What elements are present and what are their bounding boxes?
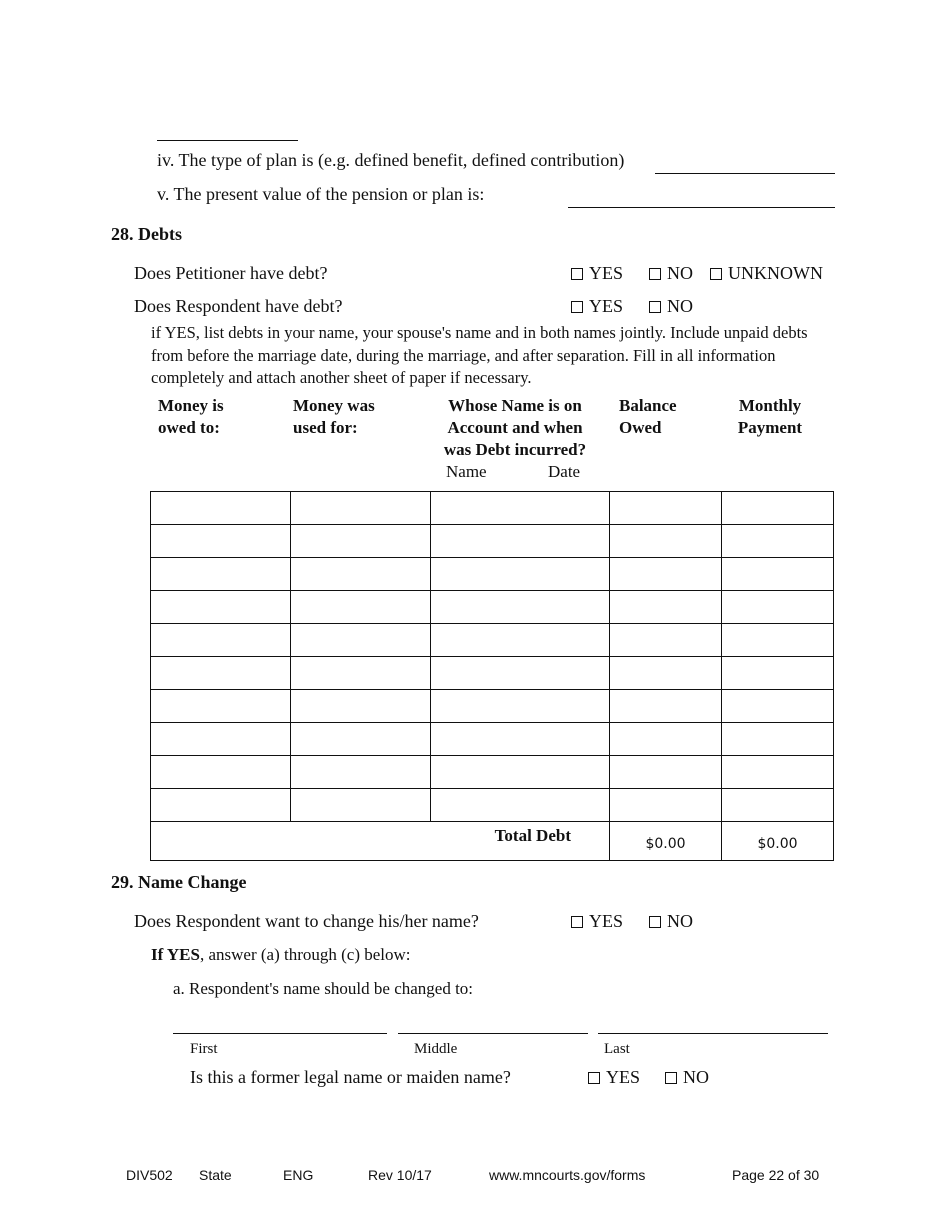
cell-used-for[interactable]: [291, 591, 431, 624]
respondent-debt-yes[interactable]: YES: [571, 296, 623, 317]
cell-used-for[interactable]: [291, 558, 431, 591]
checkbox-icon: [649, 916, 661, 928]
cell-whose-name[interactable]: [431, 723, 610, 756]
cell-whose-name[interactable]: [431, 690, 610, 723]
middle-name-field[interactable]: [398, 1033, 588, 1034]
checkbox-icon: [571, 301, 583, 313]
cell-whose-name[interactable]: [431, 657, 610, 690]
cell-owed-to[interactable]: [151, 690, 291, 723]
cell-monthly[interactable]: [722, 756, 834, 789]
cell-whose-name[interactable]: [431, 756, 610, 789]
checkbox-icon: [588, 1072, 600, 1084]
cell-balance[interactable]: [610, 624, 722, 657]
checkbox-icon: [571, 268, 583, 280]
cell-used-for[interactable]: [291, 657, 431, 690]
cell-used-for[interactable]: [291, 723, 431, 756]
cell-monthly[interactable]: [722, 492, 834, 525]
table-row: [151, 657, 834, 690]
cell-used-for[interactable]: [291, 492, 431, 525]
checkbox-icon: [665, 1072, 677, 1084]
footer-page-number: Page 22 of 30: [732, 1167, 820, 1183]
checkbox-icon: [710, 268, 722, 280]
total-debt-label: Total Debt: [151, 822, 610, 861]
respondent-debt-no[interactable]: NO: [649, 296, 693, 317]
debts-heading: 28. Debts: [111, 224, 182, 244]
cell-owed-to[interactable]: [151, 624, 291, 657]
cell-balance[interactable]: [610, 492, 722, 525]
cell-monthly[interactable]: [722, 657, 834, 690]
table-row: [151, 558, 834, 591]
cell-balance[interactable]: [610, 558, 722, 591]
name-change-no[interactable]: NO: [649, 911, 693, 932]
name-change-question: Does Respondent want to change his/her name?: [134, 911, 479, 931]
total-balance-value: $0.00: [610, 822, 722, 861]
footer-jurisdiction: State: [199, 1167, 232, 1183]
col-header-monthly: Monthly Payment: [737, 396, 803, 437]
cell-owed-to[interactable]: [151, 723, 291, 756]
present-value-field[interactable]: [568, 207, 835, 208]
previous-answer-line: [157, 140, 298, 141]
cell-balance[interactable]: [610, 525, 722, 558]
cell-whose-name[interactable]: [431, 624, 610, 657]
respondent-debt-question: Does Respondent have debt?: [134, 296, 343, 316]
cell-used-for[interactable]: [291, 690, 431, 723]
checkbox-icon: [571, 916, 583, 928]
first-name-field[interactable]: [173, 1033, 387, 1034]
footer-url[interactable]: www.mncourts.gov/forms: [489, 1167, 646, 1183]
cell-balance[interactable]: [610, 789, 722, 822]
table-row: [151, 624, 834, 657]
table-row: [151, 756, 834, 789]
cell-monthly[interactable]: [722, 591, 834, 624]
checkbox-icon: [649, 301, 661, 313]
table-row: [151, 690, 834, 723]
petitioner-debt-yes[interactable]: YES: [571, 263, 623, 284]
name-change-heading: 29. Name Change: [111, 872, 247, 892]
footer-language: ENG: [283, 1167, 314, 1183]
table-row: [151, 525, 834, 558]
cell-used-for[interactable]: [291, 525, 431, 558]
last-name-label: Last: [604, 1041, 630, 1057]
footer-revision: Rev 10/17: [368, 1167, 432, 1183]
cell-owed-to[interactable]: [151, 492, 291, 525]
col-header-used-for: Money was used for:: [293, 396, 375, 437]
if-yes-instruction: If YES, answer (a) through (c) below:: [151, 945, 411, 964]
former-name-question: Is this a former legal name or maiden name?: [190, 1067, 511, 1087]
cell-monthly[interactable]: [722, 690, 834, 723]
cell-monthly[interactable]: [722, 723, 834, 756]
cell-monthly[interactable]: [722, 789, 834, 822]
col-header-owed-to: Money is owed to:: [158, 396, 224, 437]
last-name-field[interactable]: [598, 1033, 828, 1034]
present-value-label: v. The present value of the pension or plan is:: [157, 184, 485, 204]
cell-monthly[interactable]: [722, 525, 834, 558]
table-row: [151, 492, 834, 525]
petitioner-debt-no[interactable]: NO: [649, 263, 693, 284]
petitioner-debt-unknown[interactable]: UNKNOWN: [710, 263, 823, 284]
debts-table: [150, 491, 834, 861]
debts-instructions: if YES, list debts in your name, your spouse's name and in both names jointly. Include unpaid debts from before the marriage date, during the marriage, and after separation. Fill in all information completely and attach another sheet of paper if necessary.: [151, 323, 808, 387]
cell-monthly[interactable]: [722, 624, 834, 657]
former-name-yes[interactable]: YES: [588, 1067, 640, 1088]
footer-form-id: DIV502: [126, 1167, 173, 1183]
cell-balance[interactable]: [610, 591, 722, 624]
col-subheader-name: Name: [446, 462, 487, 481]
cell-owed-to[interactable]: [151, 525, 291, 558]
cell-used-for[interactable]: [291, 756, 431, 789]
total-row: [151, 822, 834, 861]
cell-whose-name[interactable]: [431, 591, 610, 624]
cell-balance[interactable]: [610, 756, 722, 789]
former-name-no[interactable]: NO: [665, 1067, 709, 1088]
cell-whose-name[interactable]: [431, 789, 610, 822]
col-subheader-date: Date: [548, 462, 581, 481]
cell-whose-name[interactable]: [431, 558, 610, 591]
table-row: [151, 591, 834, 624]
cell-owed-to[interactable]: [151, 756, 291, 789]
cell-owed-to[interactable]: [151, 558, 291, 591]
cell-used-for[interactable]: [291, 624, 431, 657]
name-change-yes[interactable]: YES: [571, 911, 623, 932]
cell-owed-to[interactable]: [151, 591, 291, 624]
table-row: [151, 789, 834, 822]
middle-name-label: Middle: [414, 1041, 458, 1057]
plan-type-field[interactable]: [655, 173, 835, 174]
cell-owed-to[interactable]: [151, 789, 291, 822]
col-header-balance: Balance Owed: [619, 396, 677, 437]
cell-balance[interactable]: [610, 723, 722, 756]
cell-whose-name[interactable]: [431, 492, 610, 525]
petitioner-debt-question: Does Petitioner have debt?: [134, 263, 328, 283]
cell-balance[interactable]: [610, 690, 722, 723]
col-header-whose-name: Whose Name is on Account and when was Debt incurred?: [443, 396, 587, 459]
total-monthly-value: $0.00: [722, 822, 834, 861]
checkbox-icon: [649, 268, 661, 280]
cell-owed-to[interactable]: [151, 657, 291, 690]
cell-monthly[interactable]: [722, 558, 834, 591]
cell-balance[interactable]: [610, 657, 722, 690]
plan-type-label: iv. The type of plan is (e.g. defined benefit, defined contribution): [157, 150, 625, 170]
cell-used-for[interactable]: [291, 789, 431, 822]
item-a-label: a. Respondent's name should be changed to:: [173, 979, 474, 998]
table-row: [151, 723, 834, 756]
first-name-label: First: [190, 1041, 218, 1057]
cell-whose-name[interactable]: [431, 525, 610, 558]
